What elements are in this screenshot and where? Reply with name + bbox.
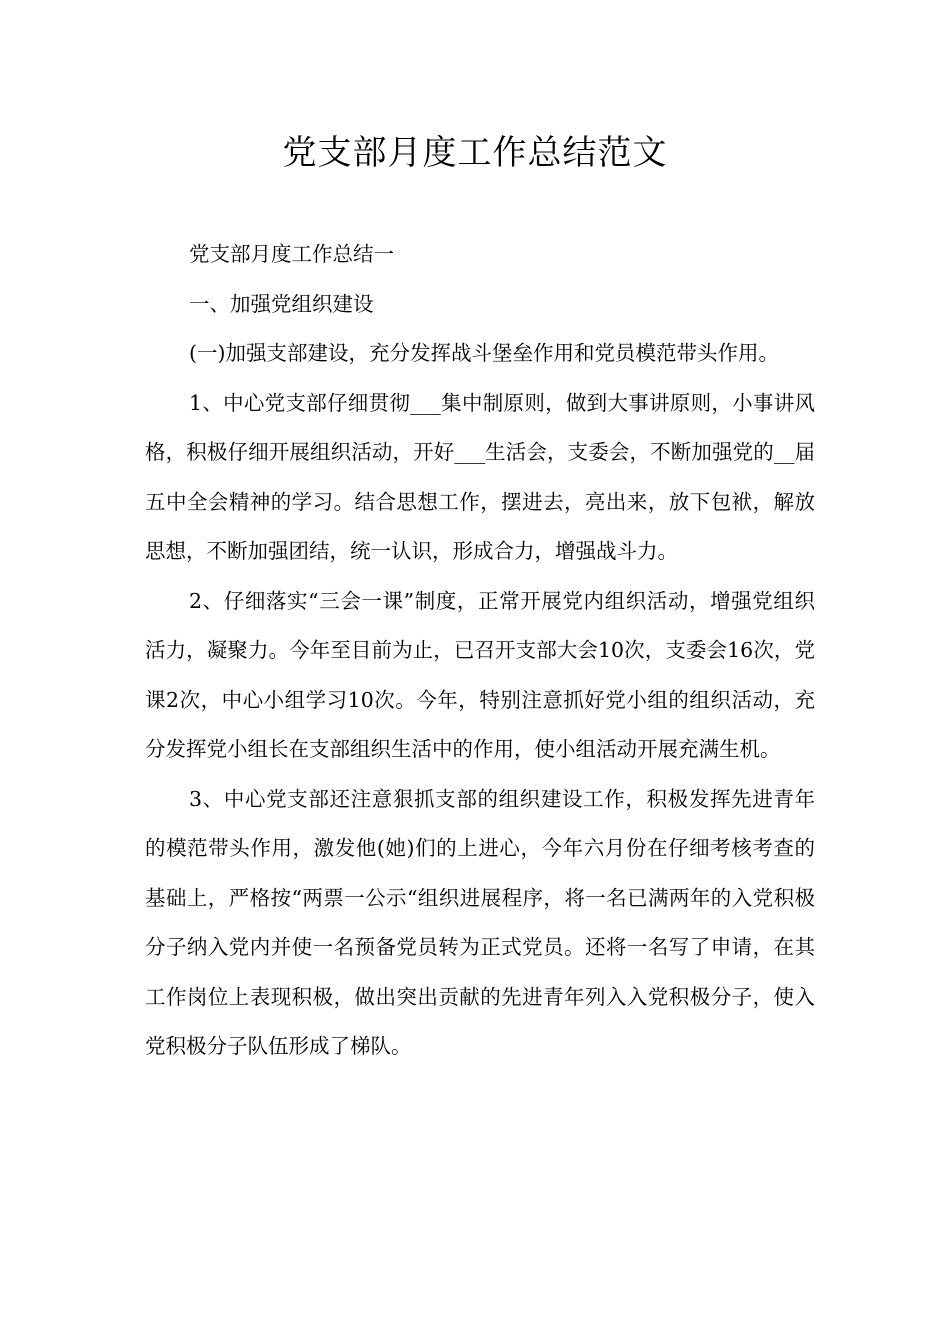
document-body <box>145 230 815 1072</box>
subsection-heading: 一、加强党组织建设 <box>189 291 374 316</box>
paragraph: 3、中心党支部还注意狠抓支部的组织建设工作，积极发挥先进青年的模范带头作用，激发他(她)们的上进心，今年六月份在仔细考核考查的基础上，严格按“两票一公示“组织进展程序，将一名已满两年的入党积极分子纳入党内并使一名预备党员转为正式党员。还将一名写了申请，在其工作岗位上表现积极，做出突出贡献的先进青年列入入党积极分子，使入党积极分子队伍形成了梯队。 <box>145 786 815 1058</box>
paragraph: 1、中心党支部仔细贯彻___集中制原则，做到大事讲原则，小事讲风格，积极仔细开展组织活动，开好___生活会，支委会，不断加强党的__届五中全会精神的学习。结合思想工作，摆进去，亮出来，放下包袱，解放思想，不断加强团结，统一认识，形成合力，增强战斗力。 <box>145 390 815 563</box>
section-heading: 党支部月度工作总结一 <box>189 242 394 266</box>
paragraph: (一)加强支部建设，充分发挥战斗堡垒作用和党员模范带头作用。 <box>189 341 779 365</box>
paragraph: 2、仔细落实“三会一课”制度，正常开展党内组织活动，增强党组织活力，凝聚力。今年至目前为止，已召开支部大会10次，支委会16次，党课2次，中心小组学习10次。今年，特别注意抓好党小组的组织活动，充分发挥党小组长在支部组织生活中的作用，使小组活动开展充满生机。 <box>145 588 815 761</box>
document-title: 党支部月度工作总结范文 <box>282 133 668 173</box>
